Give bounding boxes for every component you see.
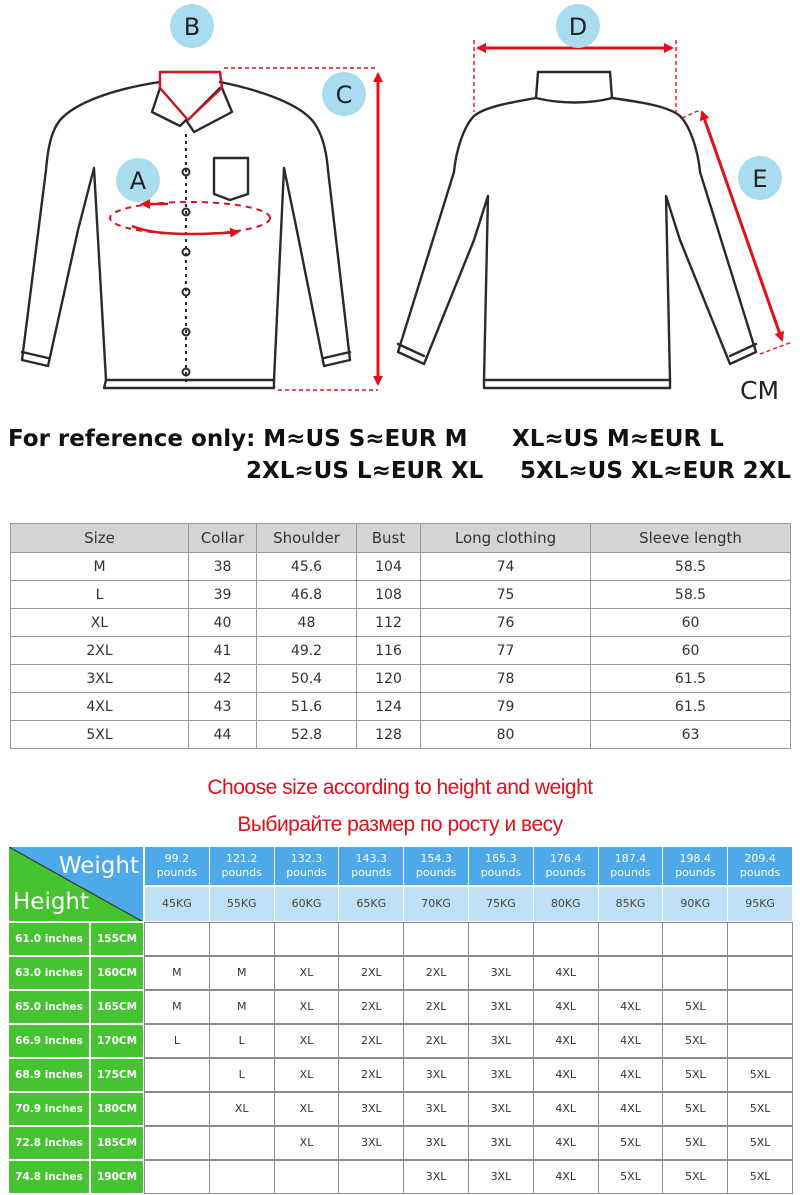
height-cm-cell: 180CM: [90, 1092, 144, 1126]
size-recommendation-cell: [468, 922, 534, 956]
size-recommendation-cell: L: [144, 1024, 210, 1058]
table-cell: 2XL: [11, 637, 189, 665]
header-shoulder: Shoulder: [257, 524, 357, 553]
size-recommendation-cell: 4XL: [598, 1024, 664, 1058]
size-recommendation-cell: XL: [274, 1024, 340, 1058]
table-cell: 40: [189, 609, 257, 637]
weight-pounds-header: [662, 846, 728, 886]
header-long-clothing: Long clothing: [421, 524, 591, 553]
size-recommendation-cell: [144, 1092, 210, 1126]
table-cell: 4XL: [11, 693, 189, 721]
size-recommendation-cell: 4XL: [598, 1058, 664, 1092]
size-recommendation-cell: 4XL: [533, 1092, 599, 1126]
height-inches-cell: 70.9 inches: [8, 1092, 90, 1126]
size-recommendation-cell: [144, 922, 210, 956]
size-recommendation-cell: 3XL: [403, 1092, 469, 1126]
table-cell: 77: [421, 637, 591, 665]
badge-a-text: A: [129, 167, 147, 195]
table-cell: 76: [421, 609, 591, 637]
choose-size-heading-en: Choose size according to height and weight: [207, 776, 593, 799]
weight-pounds-header: [144, 846, 210, 886]
weight-pounds-value: 154.3: [420, 852, 452, 865]
weight-kg-header: 95KG: [727, 886, 793, 922]
size-recommendation-cell: 3XL: [403, 1126, 469, 1160]
table-row: [11, 581, 791, 609]
size-recommendation-cell: [662, 956, 728, 990]
size-recommendation-cell: M: [144, 956, 210, 990]
weight-kg-header: 60KG: [274, 886, 340, 922]
size-recommendation-cell: 5XL: [662, 1058, 728, 1092]
table-cell: 74: [421, 553, 591, 581]
size-recommendation-cell: 5XL: [662, 990, 728, 1024]
size-recommendation-cell: 2XL: [403, 1024, 469, 1058]
table-row: [11, 609, 791, 637]
table-cell: 108: [357, 581, 421, 609]
weight-pounds-unit: pounds: [221, 866, 262, 879]
size-recommendation-cell: 3XL: [338, 1126, 404, 1160]
size-recommendation-cell: 5XL: [598, 1126, 664, 1160]
weight-pounds-header: [598, 846, 664, 886]
size-recommendation-cell: 3XL: [403, 1058, 469, 1092]
size-recommendation-cell: 3XL: [468, 1092, 534, 1126]
size-recommendation-cell: 5XL: [662, 1024, 728, 1058]
size-recommendation-cell: 4XL: [533, 1024, 599, 1058]
table-cell: 46.8: [257, 581, 357, 609]
size-recommendation-cell: 4XL: [533, 1058, 599, 1092]
size-recommendation-cell: [727, 956, 793, 990]
table-cell: 41: [189, 637, 257, 665]
height-cm-cell: 165CM: [90, 990, 144, 1024]
size-recommendation-cell: [533, 922, 599, 956]
table-row: [11, 665, 791, 693]
table-cell: L: [11, 581, 189, 609]
table-cell: 50.4: [257, 665, 357, 693]
table-cell: 112: [357, 609, 421, 637]
size-recommendation-cell: 5XL: [662, 1160, 728, 1194]
size-recommendation-cell: [403, 922, 469, 956]
table-cell: 42: [189, 665, 257, 693]
weight-kg-header: 75KG: [468, 886, 534, 922]
weight-pounds-value: 209.4: [744, 852, 776, 865]
table-row: [11, 693, 791, 721]
badge-b: [170, 4, 214, 48]
table-cell: XL: [11, 609, 189, 637]
weight-pounds-value: 176.4: [549, 852, 582, 865]
size-recommendation-cell: [727, 922, 793, 956]
grid-corner-header: [8, 846, 144, 922]
size-recommendation-cell: XL: [209, 1092, 275, 1126]
height-weight-grid: [8, 846, 792, 1192]
table-row: [11, 721, 791, 749]
table-cell: 128: [357, 721, 421, 749]
badge-a: [116, 158, 160, 202]
size-recommendation-cell: XL: [274, 1058, 340, 1092]
reference-line-1a: For reference only: M≈US S≈EUR M: [8, 426, 468, 452]
weight-pounds-header: [338, 846, 404, 886]
badge-d: [556, 4, 600, 48]
table-cell: 116: [357, 637, 421, 665]
table-cell: 44: [189, 721, 257, 749]
table-cell: 120: [357, 665, 421, 693]
size-recommendation-cell: 2XL: [403, 956, 469, 990]
front-shirt-outline: [22, 72, 350, 388]
table-cell: 51.6: [257, 693, 357, 721]
weight-kg-header: 65KG: [338, 886, 404, 922]
size-recommendation-cell: 3XL: [468, 1024, 534, 1058]
table-cell: 52.8: [257, 721, 357, 749]
size-recommendation-cell: L: [209, 1024, 275, 1058]
size-recommendation-cell: 2XL: [338, 956, 404, 990]
size-recommendation-cell: [598, 956, 664, 990]
weight-pounds-value: 198.4: [679, 852, 712, 865]
size-recommendation-cell: M: [209, 956, 275, 990]
header-size: Size: [11, 524, 189, 553]
size-recommendation-cell: 2XL: [338, 990, 404, 1024]
back-shirt-outline: [398, 72, 756, 388]
weight-pounds-header: [403, 846, 469, 886]
size-recommendation-cell: [209, 922, 275, 956]
size-recommendation-cell: [274, 1160, 340, 1194]
size-recommendation-cell: 3XL: [468, 956, 534, 990]
weight-kg-header: 85KG: [598, 886, 664, 922]
size-recommendation-cell: XL: [274, 1092, 340, 1126]
height-cm-cell: 155CM: [90, 922, 144, 956]
size-recommendation-cell: 5XL: [598, 1160, 664, 1194]
badge-e: [738, 156, 782, 200]
height-inches-cell: 61.0 inches: [8, 922, 90, 956]
weight-pounds-value: 143.3: [355, 852, 388, 865]
table-cell: 39: [189, 581, 257, 609]
badge-e-text: E: [752, 165, 768, 193]
weight-pounds-unit: pounds: [480, 866, 522, 879]
weight-pounds-value: 132.3: [290, 852, 323, 865]
size-recommendation-cell: [598, 922, 664, 956]
height-cm-cell: 160CM: [90, 956, 144, 990]
height-inches-cell: 65.0 inches: [8, 990, 90, 1024]
size-recommendation-cell: 2XL: [338, 1058, 404, 1092]
weight-kg-header: 70KG: [403, 886, 469, 922]
weight-pounds-unit: pounds: [739, 866, 781, 879]
size-recommendation-cell: [274, 922, 340, 956]
bust-measure-ellipse: [110, 202, 270, 234]
size-recommendation-cell: 3XL: [468, 1058, 534, 1092]
height-inches-cell: 63.0 inches: [8, 956, 90, 990]
size-recommendation-cell: M: [144, 990, 210, 1024]
size-recommendation-cell: [144, 1058, 210, 1092]
table-row: [11, 553, 791, 581]
weight-pounds-value: 187.4: [614, 852, 647, 865]
badge-c: [322, 72, 366, 116]
table-cell: 49.2: [257, 637, 357, 665]
reference-line-2b: 5XL≈US XL≈EUR 2XL: [520, 458, 792, 484]
table-cell: 43: [189, 693, 257, 721]
table-cell: 78: [421, 665, 591, 693]
height-cm-cell: 185CM: [90, 1126, 144, 1160]
table-cell: 58.5: [591, 553, 791, 581]
height-cm-cell: 190CM: [90, 1160, 144, 1194]
collar-measure-line: [160, 72, 222, 120]
badge-d-text: D: [568, 13, 588, 41]
table-cell: 124: [357, 693, 421, 721]
height-inches-cell: 74.8 inches: [8, 1160, 90, 1194]
weight-kg-header: 55KG: [209, 886, 275, 922]
size-recommendation-cell: 5XL: [662, 1126, 728, 1160]
size-recommendation-cell: [144, 1126, 210, 1160]
weight-pounds-unit: pounds: [415, 866, 457, 879]
size-recommendation-cell: 4XL: [598, 1092, 664, 1126]
size-recommendation-cell: 5XL: [662, 1092, 728, 1126]
size-recommendation-cell: [727, 1024, 793, 1058]
table-cell: 38: [189, 553, 257, 581]
height-cm-cell: 175CM: [90, 1058, 144, 1092]
size-recommendation-cell: 4XL: [533, 990, 599, 1024]
height-inches-cell: 68.9 inches: [8, 1058, 90, 1092]
weight-pounds-unit: pounds: [675, 866, 716, 879]
size-recommendation-cell: [209, 1126, 275, 1160]
size-recommendation-cell: 3XL: [468, 1160, 534, 1194]
size-recommendation-cell: 2XL: [338, 1024, 404, 1058]
weight-kg-header: 45KG: [144, 886, 210, 922]
table-cell: 45.6: [257, 553, 357, 581]
header-bust: Bust: [357, 524, 421, 553]
size-recommendation-cell: XL: [274, 990, 340, 1024]
size-table-header-row: [11, 524, 791, 553]
table-cell: 58.5: [591, 581, 791, 609]
table-row: [11, 637, 791, 665]
badge-b-text: B: [183, 13, 201, 41]
size-recommendation-cell: 5XL: [727, 1160, 793, 1194]
table-cell: 75: [421, 581, 591, 609]
size-recommendation-cell: 4XL: [533, 956, 599, 990]
size-recommendation-cell: M: [209, 990, 275, 1024]
table-cell: 104: [357, 553, 421, 581]
size-recommendation-cell: [144, 1160, 210, 1194]
weight-pounds-header: [274, 846, 340, 886]
size-recommendation-cell: XL: [274, 1126, 340, 1160]
weight-pounds-header: [727, 846, 793, 886]
size-recommendation-cell: [338, 1160, 404, 1194]
reference-line-1b: XL≈US M≈EUR L: [512, 426, 724, 452]
size-recommendation-cell: XL: [274, 956, 340, 990]
weight-pounds-unit: pounds: [610, 866, 651, 879]
badge-c-text: C: [335, 81, 353, 109]
height-cm-cell: 170CM: [90, 1024, 144, 1058]
table-cell: 3XL: [11, 665, 189, 693]
table-cell: 60: [591, 637, 791, 665]
height-inches-cell: 66.9 inches: [8, 1024, 90, 1058]
unit-label: CM: [740, 376, 780, 405]
size-recommendation-cell: 4XL: [533, 1160, 599, 1194]
weight-pounds-unit: pounds: [286, 866, 327, 879]
table-cell: 79: [421, 693, 591, 721]
size-recommendation-cell: [338, 922, 404, 956]
size-recommendation-cell: 4XL: [598, 990, 664, 1024]
table-cell: 5XL: [11, 721, 189, 749]
weight-pounds-unit: pounds: [156, 866, 198, 879]
weight-pounds-value: 121.2: [225, 852, 258, 865]
size-recommendation-cell: 3XL: [338, 1092, 404, 1126]
size-recommendation-cell: [727, 990, 793, 1024]
header-collar: Collar: [189, 524, 257, 553]
size-recommendation-cell: [209, 1160, 275, 1194]
size-recommendation-cell: 5XL: [727, 1126, 793, 1160]
size-recommendation-cell: 5XL: [727, 1058, 793, 1092]
size-recommendation-cell: [662, 922, 728, 956]
weight-pounds-unit: pounds: [351, 866, 392, 879]
height-inches-cell: 72.8 inches: [8, 1126, 90, 1160]
table-cell: 61.5: [591, 665, 791, 693]
table-cell: 61.5: [591, 693, 791, 721]
table-cell: 60: [591, 609, 791, 637]
table-cell: M: [11, 553, 189, 581]
reference-line-2a: 2XL≈US L≈EUR XL: [246, 458, 484, 484]
weight-pounds-value: 99.2: [164, 852, 190, 865]
size-recommendation-cell: L: [209, 1058, 275, 1092]
header-sleeve-length: Sleeve length: [591, 524, 791, 553]
table-cell: 48: [257, 609, 357, 637]
size-recommendation-cell: 4XL: [533, 1126, 599, 1160]
weight-pounds-value: 165.3: [485, 852, 517, 865]
choose-size-heading-ru: Выбирайте размер по росту и весу: [237, 813, 563, 836]
size-recommendation-cell: 5XL: [727, 1092, 793, 1126]
weight-pounds-header: [209, 846, 275, 886]
size-recommendation-cell: 3XL: [468, 990, 534, 1024]
shirt-diagram-svg: [0, 0, 800, 415]
weight-kg-header: 90KG: [662, 886, 728, 922]
table-cell: 63: [591, 721, 791, 749]
size-recommendation-cell: 3XL: [468, 1126, 534, 1160]
table-cell: 80: [421, 721, 591, 749]
weight-axis-label: Weight: [58, 853, 139, 879]
measurement-diagram: [0, 0, 800, 415]
weight-pounds-header: [533, 846, 599, 886]
weight-pounds-unit: pounds: [545, 866, 586, 879]
weight-pounds-header: [468, 846, 534, 886]
size-recommendation-cell: 2XL: [403, 990, 469, 1024]
weight-kg-header: 80KG: [533, 886, 599, 922]
height-axis-label: Height: [13, 889, 90, 915]
size-recommendation-cell: 3XL: [403, 1160, 469, 1194]
size-chart-table: [10, 523, 791, 749]
